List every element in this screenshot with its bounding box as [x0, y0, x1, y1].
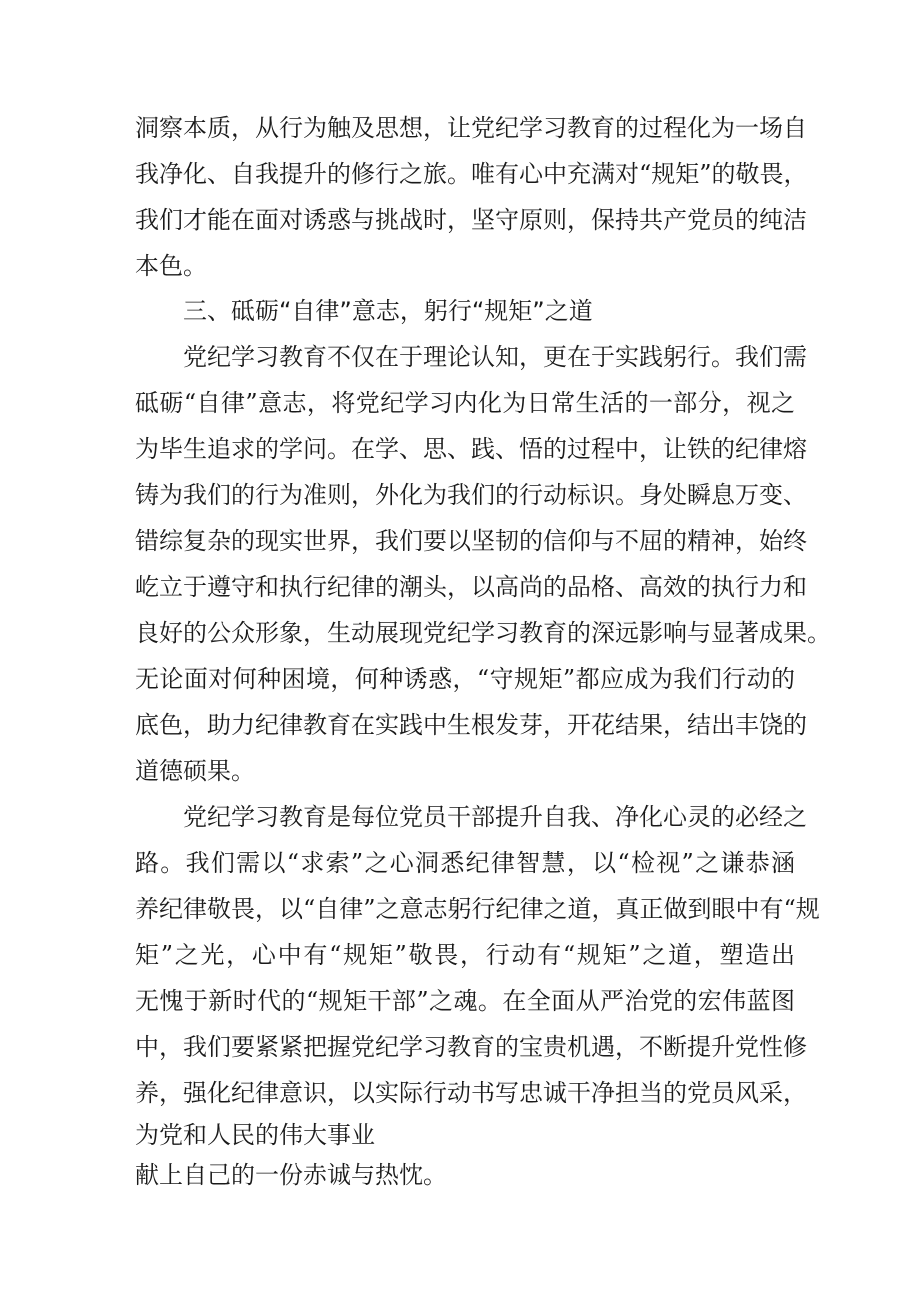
paragraph-line: 洞察本质，从行为触及思想，让党纪学习教育的过程化为一场自	[135, 114, 807, 142]
paragraph-line: 党纪学习教育不仅在于理论认知，更在于实践躬行。我们需	[183, 343, 807, 371]
paragraph-line: 为毕生追求的学问。在学、思、践、悟的过程中，让铁的纪律熔	[135, 435, 807, 463]
paragraph-line: 为党和人民的伟大事业	[135, 1121, 375, 1149]
paragraph-line: 无愧于新时代的“规矩干部”之魂。在全面从严治党的宏伟蓝图	[135, 987, 795, 1015]
paragraph-line: 我净化、自我提升的修行之旅。唯有心中充满对“规矩”的敬畏，	[135, 160, 808, 188]
paragraph-line: 无论面对何种困境，何种诱惑，“守规矩”都应成为我们行动的	[135, 665, 795, 693]
paragraph-line: 养纪律敬畏，以“自律”之意志躬行纪律之道，真正做到眼中有“规	[135, 895, 820, 923]
paragraph-line: 砥砺“自律”意志，将党纪学习内化为日常生活的一部分，视之	[135, 389, 795, 417]
paragraph-line: 路。我们需以“求索”之心洞悉纪律智慧，以“检视”之谦恭涵	[135, 849, 795, 877]
paragraph-line: 献上自己的一份赤诚与热忱。	[135, 1161, 447, 1189]
paragraph-line: 良好的公众形象，生动展现党纪学习教育的深远影响与显著成果。	[135, 619, 831, 647]
section-heading: 三、砥砺“自律”意志，躬行“规矩”之道	[183, 297, 593, 325]
paragraph-line: 中，我们要紧紧把握党纪学习教育的宝贵机遇，不断提升党性修	[135, 1033, 807, 1061]
paragraph-line: 道德硕果。	[135, 757, 255, 785]
paragraph-line: 党纪学习教育是每位党员干部提升自我、净化心灵的必经之	[183, 803, 807, 831]
paragraph-line: 矩”之光，心中有“规矩”敬畏，行动有“规矩”之道，塑造出	[135, 941, 795, 969]
paragraph-line: 底色，助力纪律教育在实践中生根发芽，开花结果，结出丰饶的	[135, 711, 807, 739]
paragraph-line: 错综复杂的现实世界，我们要以坚韧的信仰与不屈的精神，始终	[135, 527, 807, 555]
paragraph-line: 养，强化纪律意识，以实际行动书写忠诚干净担当的党员风采，	[135, 1079, 807, 1107]
paragraph-line: 我们才能在面对诱惑与挑战时，坚守原则，保持共产党员的纯洁	[135, 206, 807, 234]
paragraph-line: 本色。	[135, 252, 207, 280]
paragraph-line: 铸为我们的行为准则，外化为我们的行动标识。身处瞬息万变、	[135, 481, 807, 509]
paragraph-line: 屹立于遵守和执行纪律的潮头，以高尚的品格、高效的执行力和	[135, 573, 807, 601]
